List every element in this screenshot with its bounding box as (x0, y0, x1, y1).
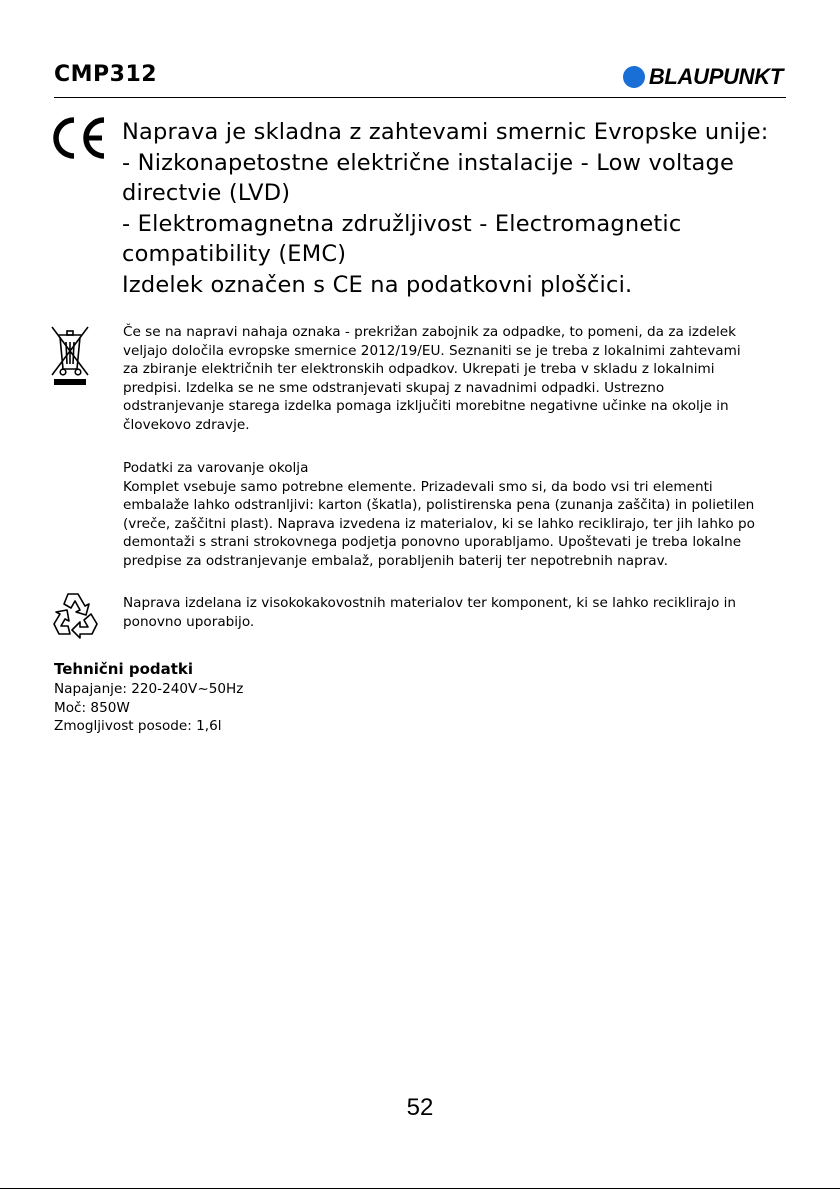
environment-line: Podatki za varovanje okolja (123, 460, 309, 476)
weee-line: za zbiranje električnih ter elektronskih odpadkov. Ukrepati je treba v skladu z lokalnimi (123, 361, 715, 377)
crossed-bin-icon (48, 323, 92, 387)
bottom-divider (0, 1188, 840, 1189)
technical-data-heading: Tehnični podatki (54, 660, 194, 678)
ce-conformity-text (122, 117, 802, 301)
weee-line: predpisi. Izdelka se ne sme odstranjevati skupaj z navadnimi odpadki. Ustrezno (123, 379, 665, 396)
environment-line: embalaže lahko odstranljivi: karton (škatla), polistirenska pena (zunanja zaščita) in polietilen (123, 497, 755, 513)
environment-paragraph (123, 459, 793, 570)
ce-line: Izdelek označen s CE na podatkovni ploščici. (122, 271, 633, 298)
environment-line: Komplet vsebuje samo potrebne elemente. Prizadevali smo si, da bodo vsi tri elementi (123, 478, 713, 495)
technical-data-line: Zmogljivost posode: 1,6l (54, 718, 222, 734)
technical-data-line: Moč: 850W (54, 699, 130, 716)
recycle-paragraph (123, 594, 793, 631)
weee-line: veljajo določila evropske smernice 2012/19/EU. Seznaniti se je treba z lokalnimi zahtevami (123, 342, 741, 359)
brand-name: BLAUPUNKT (648, 64, 783, 89)
ce-line: - Nizkonapetostne električne instalacije - Low voltage (122, 149, 734, 176)
environment-line: predpise za odstranjevanje embalaž, porabljenih baterij ter nepotrebnih naprav. (123, 552, 668, 569)
page-number: 52 (406, 1094, 434, 1121)
technical-data-list (54, 680, 243, 736)
ce-line: - Elektromagnetna združljivost - Electromagnetic (122, 210, 682, 237)
ce-line: compatibility (EMC) (122, 241, 347, 268)
model-number: CMP312 (54, 62, 158, 87)
environment-line: demontaži s strani strokovnega podjetja ponovno uporabljamo. Upoštevati je treba lokalne (123, 534, 742, 550)
recycle-line: Naprava izdelana iz visokokakovostnih materialov ter komponent, ki se lahko reciklirajo in (123, 595, 736, 611)
brand-dot-icon (623, 66, 645, 88)
weee-paragraph (123, 323, 793, 434)
brand-logo (623, 66, 783, 88)
ce-mark-icon (50, 116, 108, 160)
header-divider (54, 97, 786, 98)
weee-line: človekovo zdravje. (123, 416, 250, 433)
recycle-line: ponovno uporabijo. (123, 613, 255, 630)
weee-line: odstranjevanje starega izdelka pomaga izključiti morebitne negativne učinke na okolje in (123, 398, 729, 414)
ce-line: directvie (LVD) (122, 180, 291, 207)
ce-line: Naprava je skladna z zahtevami smernic Evropske unije: (122, 119, 769, 145)
environment-line: (vreče, zaščitni plast). Naprava izvedena iz materialov, ki se lahko reciklirajo, ter jih lahko po (123, 515, 755, 532)
recycle-icon (50, 590, 102, 640)
technical-data-line: Napajanje: 220-240V~50Hz (54, 681, 244, 697)
weee-line: Če se na napravi nahaja oznaka - prekrižan zabojnik za odpadke, to pomeni, da za izdelek (123, 324, 737, 340)
